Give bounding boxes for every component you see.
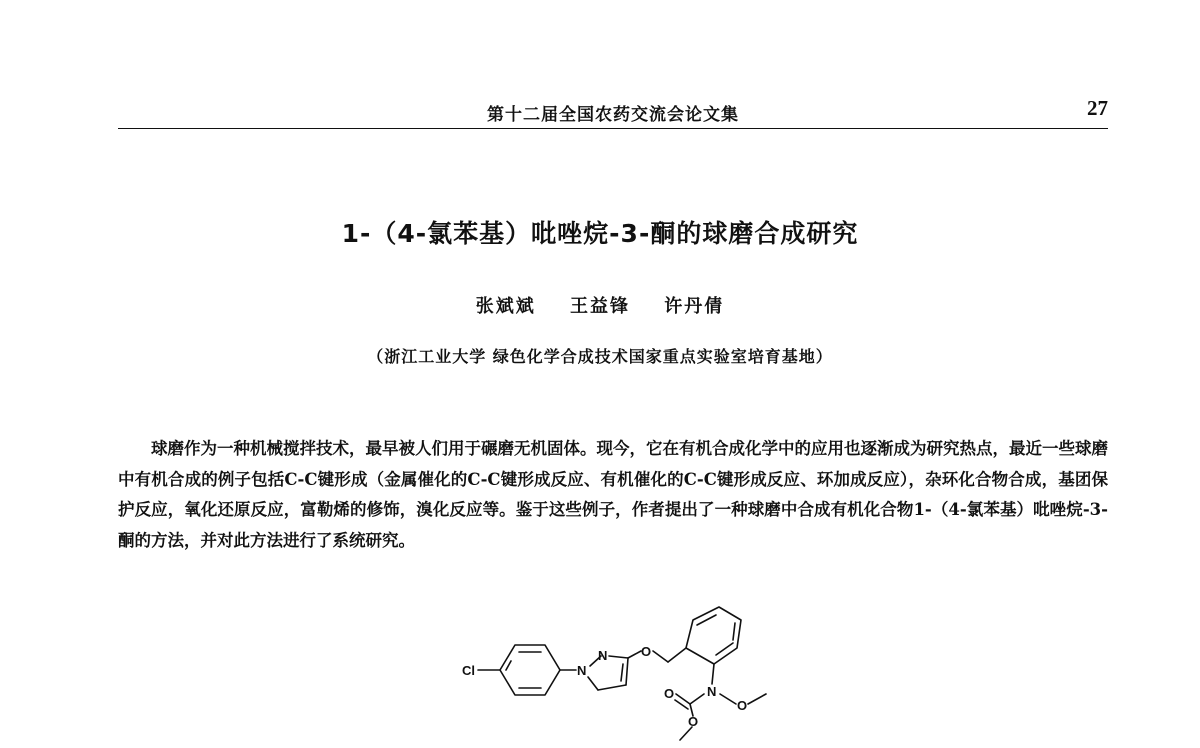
atom-label-n1: N: [577, 663, 587, 678]
bond: [690, 694, 704, 704]
bond: [712, 664, 714, 684]
atom-label-n2: N: [598, 648, 608, 663]
bond: [628, 651, 641, 658]
bond: [653, 651, 668, 662]
running-header: [118, 96, 1108, 129]
journal-name: 第十二届全国农药交流会论文集: [487, 105, 739, 125]
atom-label-n-carbamate: N: [707, 684, 717, 699]
atom-label-cl: Cl: [462, 663, 475, 678]
author-3: 许丹倩: [664, 296, 725, 317]
affiliation: （浙江工业大学 绿色化学合成技术国家重点实验室培育基地）: [367, 347, 833, 366]
author-2: 王益锋: [570, 296, 630, 317]
body-paragraph: 球磨作为一种机械搅拌技术，最早被人们用于碾磨无机固体。现今，它在有机合成化学中的应用也逐渐成为研究热点，最近一些球磨中有机合成的例子包括C-C键形成（金属催化的C-C键形成反应、有机催化的C-C键形成反应、环加成反应），杂环化合物合成，基团保护反应，氧化还原反应，富勒烯的修饰，溴化反应等。鉴于这些例子，作者提出了一种球磨中合成有机化合物1-（4-氯苯基）吡唑烷-3-酮的方法，并对此方法进行了系统研究。: [118, 439, 1108, 550]
atom-label-o-ester: O: [688, 714, 699, 729]
atom-label-o-methoxy: O: [737, 698, 748, 713]
atom-label-o-carbonyl: O: [664, 686, 675, 701]
paper-title: 1-（4-氯苯基）吡唑烷-3-酮的球磨合成研究: [341, 219, 859, 248]
figure-caption-cropped: [360, 740, 840, 748]
bond: [720, 694, 736, 704]
author-1: 张斌斌: [475, 296, 536, 317]
atom-label-o-ether: O: [641, 644, 652, 659]
author-list: [0, 292, 1200, 318]
bond: [668, 648, 686, 662]
chemical-structure-figure: [440, 590, 780, 748]
page-number: 27: [1087, 96, 1108, 120]
bond: [748, 694, 766, 704]
